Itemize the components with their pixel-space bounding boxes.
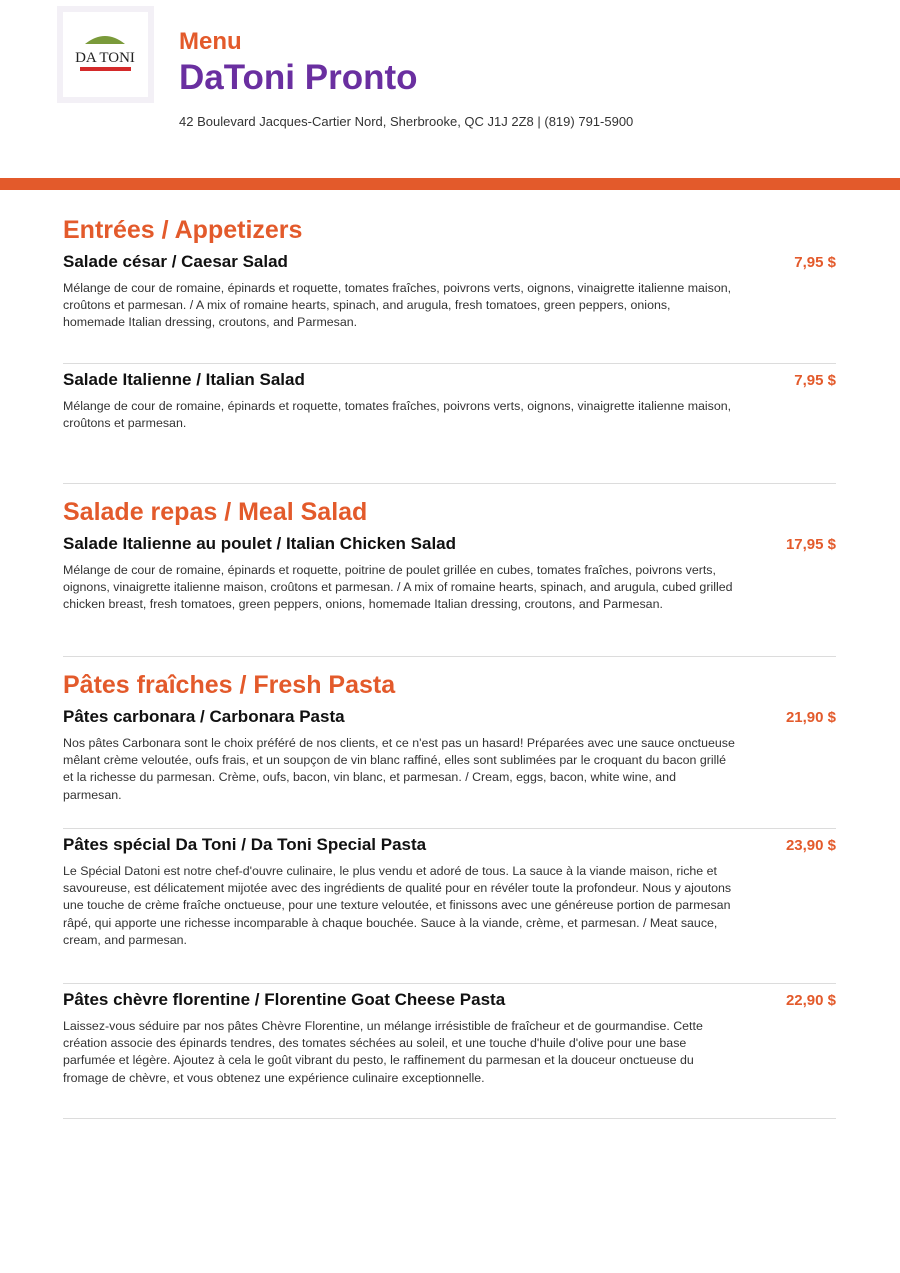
restaurant-address: 42 Boulevard Jacques-Cartier Nord, Sherbrooke, QC J1J 2Z8 | (819) 791-5900 [179, 114, 634, 129]
item-description: Mélange de cour de romaine, épinards et roquette, poitrine de poulet grillée en cubes, tomates fraîches, poivrons verts, oignons, vinaigrette italienne maison, croûtons et parmesan. / A mix of romaine hearts, spinach, and arugula, cubed grilled chicken breast, fresh tomatoes, green peppers, onions, homemade Italian dressing, croutons, and Parmesan. [63, 563, 733, 612]
restaurant-logo [63, 12, 148, 97]
item-description: Mélange de cour de romaine, épinards et roquette, tomates fraîches, poivrons verts, oignons, vinaigrette italienne maison, croûtons et parmesan. [63, 399, 732, 431]
logo-frame [57, 6, 154, 103]
section-title: Entrées / Appetizers [63, 216, 303, 244]
item-price: 22,90 $ [785, 992, 836, 1009]
item-description: Laissez-vous séduire par nos pâtes Chèvre Florentine, un mélange irrésistible de fraîcheur et de gourmandise. Cette création associe des épinards tendres, des tomates séchées au soleil, et une touche d'huile d'olive pour une base parfumée et légère. Ajoutez à cela le goût vibrant du pesto, le raffinement du parmesan et la douceur onctueuse du fromage de chèvre, et vous obtenez une expérience culinaire exceptionnelle. [63, 1019, 703, 1085]
menu-label: Menu [179, 28, 242, 55]
item-name: Salade Italienne au poulet / Italian Chicken Salad [63, 534, 457, 553]
menu-item [63, 701, 836, 829]
item-price: 17,95 $ [785, 536, 836, 553]
item-price: 7,95 $ [794, 372, 836, 389]
item-name: Pâtes spécial Da Toni / Da Toni Special Pasta [63, 835, 427, 854]
logo-icon [63, 12, 148, 97]
menu-content [63, 214, 836, 1119]
header-divider-bar [0, 178, 900, 190]
item-price: 7,95 $ [794, 254, 836, 271]
item-name: Pâtes chèvre florentine / Florentine Goat Cheese Pasta [63, 990, 506, 1009]
menu-item [63, 829, 836, 984]
section-title: Salade repas / Meal Salad [63, 498, 368, 526]
menu-item [63, 246, 836, 364]
menu-section-meal-salad [63, 496, 836, 657]
item-name: Salade Italienne / Italian Salad [63, 370, 305, 389]
restaurant-name: DaToni Pronto [179, 58, 418, 97]
menu-item [63, 364, 836, 484]
item-description: Mélange de cour de romaine, épinards et roquette, tomates fraîches, poivrons verts, oignons, vinaigrette italienne maison, croûtons et parmesan. / A mix of romaine hearts, spinach, and arugula, fresh tomatoes, green peppers, onions, homemade Italian dressing, croutons, and Parmesan. [63, 281, 732, 330]
page-header [0, 0, 900, 178]
item-description: Le Spécial Datoni est notre chef-d'ouvre culinaire, le plus vendu et adoré de tous. La sauce à la viande maison, riche et savoureuse, est délicatement mijotée avec des ingrédients de qualité pour en révéler toute la profondeur. Nous y ajoutons une touche de crème fraîche onctueuse, pour une texture veloutée, et finissons avec une généreuse portion de parmesan râpé, qui apporte une richesse incomparable à chaque bouchée. Sauce à la viande, crème, et parmesan. / Meat sauce, cream, and parmesan. [63, 864, 732, 947]
item-price: 21,90 $ [785, 709, 836, 726]
menu-section-appetizers [63, 214, 836, 484]
item-name: Pâtes carbonara / Carbonara Pasta [63, 707, 345, 726]
item-price: 23,90 $ [785, 837, 836, 854]
section-title: Pâtes fraîches / Fresh Pasta [63, 671, 396, 699]
item-name: Salade césar / Caesar Salad [63, 252, 288, 271]
item-description: Nos pâtes Carbonara sont le choix préféré de nos clients, et ce n'est pas un hasard! Préparées avec une sauce onctueuse mêlant crème veloutée, oufs frais, et un soupçon de vin blanc raffiné, elles sont sublimées par le croquant du bacon grillé et la richesse du parmesan. Crème, oufs, bacon, vin blanc, et parmesan. / Cream, eggs, bacon, white wine, and parmesan. [63, 736, 735, 802]
menu-section-fresh-pasta [63, 669, 836, 1119]
logo-text: DA TONI [75, 50, 135, 66]
menu-item [63, 528, 836, 657]
menu-item [63, 984, 836, 1119]
